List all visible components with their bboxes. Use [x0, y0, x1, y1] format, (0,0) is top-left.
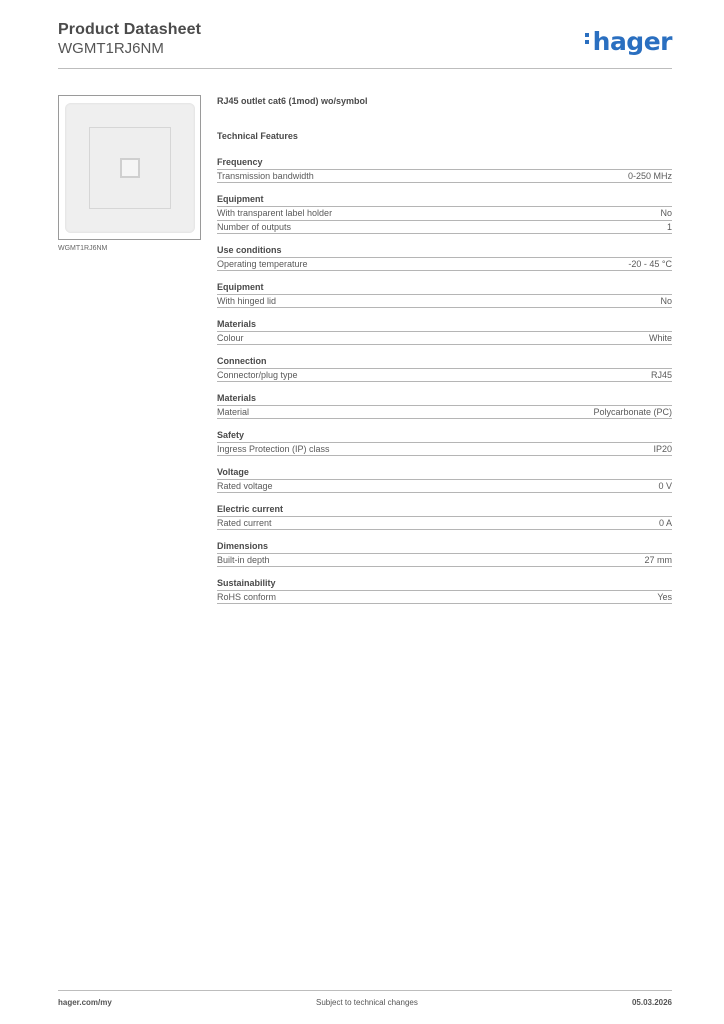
spec-group-title: Sustainability [217, 578, 276, 588]
spec-group-title: Materials [217, 393, 257, 403]
spec-label: Ingress Protection (IP) class [217, 444, 330, 454]
spec-group-title: Connection [217, 356, 267, 366]
spec-value: 1 [666, 222, 672, 232]
spec-group-title: Materials [217, 319, 257, 329]
section-title: Technical Features [217, 131, 298, 141]
spec-label: Material [217, 407, 250, 417]
spec-value: No [660, 296, 672, 306]
rj45-socket-icon [120, 158, 140, 178]
spec-label: RoHS conform [217, 592, 277, 602]
spec-label: With hinged lid [217, 296, 277, 306]
spec-group [217, 540, 672, 567]
spec-row [217, 294, 672, 308]
footer-date: 05.03.2026 [631, 998, 672, 1007]
footer-notice: Subject to technical changes [316, 998, 418, 1007]
spec-value: Polycarbonate (PC) [593, 407, 672, 417]
footer-website-link[interactable]: hager.com/my [58, 998, 112, 1007]
outlet-frame [89, 127, 171, 209]
spec-row [217, 590, 672, 604]
footer-divider [58, 990, 672, 991]
spec-value: Yes [657, 592, 672, 602]
spec-group [217, 466, 672, 493]
product-code: WGMT1RJ6NM [58, 40, 164, 57]
spec-row [217, 368, 672, 382]
spec-value: RJ45 [650, 370, 672, 380]
spec-label: With transparent label holder [217, 208, 333, 218]
spec-label: Rated voltage [217, 481, 273, 491]
product-image [58, 95, 201, 240]
spec-group-title: Voltage [217, 467, 249, 477]
spec-row [217, 405, 672, 419]
spec-row [217, 553, 672, 567]
spec-row [217, 257, 672, 271]
spec-value: No [660, 208, 672, 218]
logo-colon-icon [585, 30, 591, 47]
spec-value: 0 A [658, 518, 672, 528]
spec-row [217, 479, 672, 493]
header-divider [58, 68, 672, 69]
page-header [58, 21, 672, 71]
spec-row [217, 206, 672, 220]
spec-label: Colour [217, 333, 244, 343]
spec-row [217, 516, 672, 530]
logo-text: hager [592, 27, 672, 56]
spec-group [217, 392, 672, 419]
image-caption: WGMT1RJ6NM [58, 245, 108, 252]
spec-group-title: Frequency [217, 157, 263, 167]
spec-value: 27 mm [644, 555, 672, 565]
spec-group [217, 577, 672, 604]
spec-group-title: Use conditions [217, 245, 282, 255]
spec-row [217, 442, 672, 456]
spec-row [217, 169, 672, 183]
spec-group-title: Electric current [217, 504, 284, 514]
spec-group-title: Equipment [217, 194, 264, 204]
spec-value: White [648, 333, 672, 343]
spec-label: Built-in depth [217, 555, 270, 565]
spec-label: Operating temperature [217, 259, 308, 269]
spec-value: 0 V [658, 481, 672, 491]
page-title: Product Datasheet [58, 21, 202, 38]
product-name: RJ45 outlet cat6 (1mod) wo/symbol [217, 96, 368, 106]
spec-value: IP20 [653, 444, 672, 454]
spec-label: Rated current [217, 518, 272, 528]
spec-groups [217, 156, 672, 604]
page-footer [58, 998, 672, 1010]
spec-label: Connector/plug type [217, 370, 298, 380]
spec-group [217, 156, 672, 183]
spec-value: -20 - 45 °C [628, 259, 672, 269]
brand-logo[interactable] [585, 27, 672, 56]
spec-group [217, 503, 672, 530]
spec-group [217, 193, 672, 234]
outlet-plate-icon [65, 103, 195, 233]
spec-group [217, 244, 672, 271]
spec-content [217, 96, 672, 604]
spec-group-title: Safety [217, 430, 245, 440]
spec-group [217, 355, 672, 382]
spec-group-title: Dimensions [217, 541, 269, 551]
spec-label: Number of outputs [217, 222, 292, 232]
spec-group [217, 429, 672, 456]
spec-group [217, 281, 672, 308]
spec-label: Transmission bandwidth [217, 171, 314, 181]
spec-row [217, 220, 672, 234]
spec-group-title: Equipment [217, 282, 264, 292]
spec-row [217, 331, 672, 345]
spec-group [217, 318, 672, 345]
spec-value: 0-250 MHz [627, 171, 672, 181]
